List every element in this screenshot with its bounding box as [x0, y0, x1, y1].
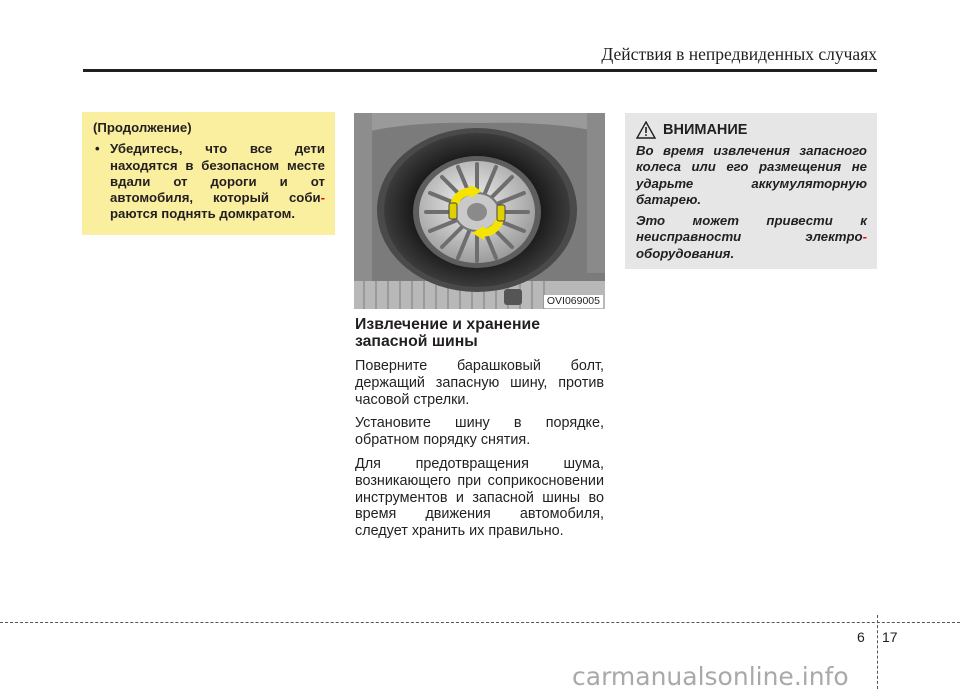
chapter-number: 6 [857, 629, 865, 645]
section-paragraph-3: Для предотвращения шума, возникающего при соприкосновении инструментов и запасной шины во время движения автомобиля, следует хранить их правильно. [355, 455, 604, 540]
header-title: Действия в непредвиденных случаях [601, 44, 877, 64]
bullet-marker: • [95, 141, 100, 157]
continued-note-box [82, 112, 335, 235]
spare-tire-section [355, 316, 604, 547]
page-number: 17 [882, 629, 898, 645]
page-number-separator [877, 615, 878, 689]
spare-tire-illustration [354, 113, 605, 309]
figure-code: OVI069005 [544, 295, 603, 308]
watermark: carmanualsonline.info [572, 662, 849, 689]
section-paragraph-1: Поверните барашковый болт, держащий запасную шину, против часовой стрелки. [355, 358, 604, 408]
note-text: Убедитесь, что все дети находятся в безопасном месте вдали от дороги и от автомобиля, который соби- раются поднять домкратом. [110, 141, 325, 222]
caution-box [625, 113, 877, 269]
section-paragraph-2: Установите шину в порядке, обратном порядку снятия. [355, 415, 604, 449]
caution-paragraph-2: Это может привести к неисправности электро- оборудования. [636, 213, 867, 261]
caution-header [636, 121, 867, 139]
header-rule [83, 69, 877, 72]
section-title: Извлечение и хранение запасной шины [355, 316, 540, 350]
note-bullet-item [93, 141, 325, 222]
footer-rule [0, 622, 960, 623]
note-continued-label: (Продолжение) [93, 120, 192, 135]
caution-paragraph-1: Во время извлечения запасного колеса или его размещения не ударьте аккумуляторную батарею. [636, 143, 867, 207]
caution-title: ВНИМАНИЕ [663, 121, 748, 138]
spare-tire-photo [354, 113, 605, 309]
warning-triangle-icon [636, 121, 656, 139]
